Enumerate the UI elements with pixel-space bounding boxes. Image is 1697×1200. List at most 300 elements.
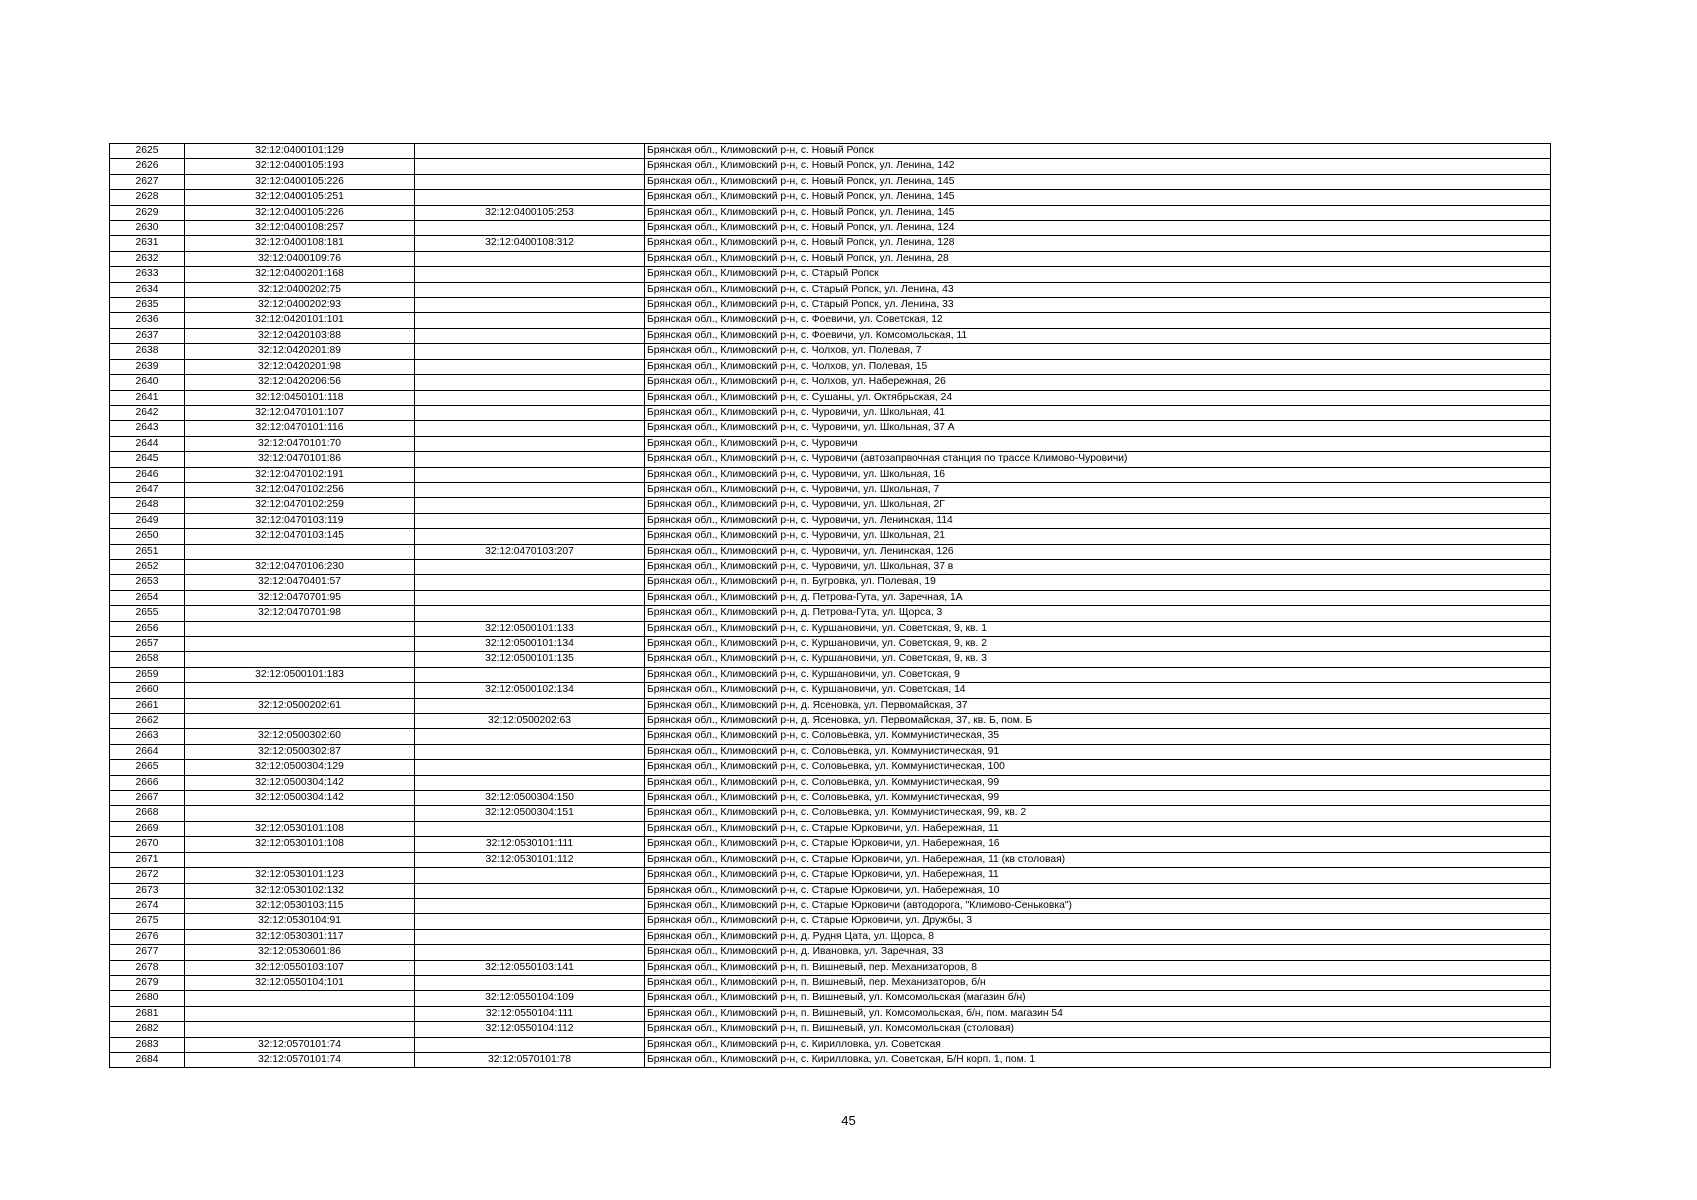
row-number-cell: 2655 bbox=[110, 606, 185, 621]
related-cadastral-number-cell bbox=[415, 698, 645, 713]
cadastral-number-cell: 32:12:0530104:91 bbox=[185, 914, 415, 929]
cadastral-number-cell bbox=[185, 806, 415, 821]
address-cell: Брянская обл., Климовский р-н, с. Старый Ропск, ул. Ленина, 43 bbox=[645, 282, 1551, 297]
table-row bbox=[110, 467, 1551, 482]
cadastral-number-cell: 32:12:0470103:119 bbox=[185, 513, 415, 528]
cadastral-number-cell: 32:12:0470102:256 bbox=[185, 482, 415, 497]
address-cell: Брянская обл., Климовский р-н, с. Чуровичи, ул. Школьная, 37 в bbox=[645, 559, 1551, 574]
row-number-cell: 2666 bbox=[110, 775, 185, 790]
related-cadastral-number-cell bbox=[415, 883, 645, 898]
cadastral-number-cell: 32:12:0400202:75 bbox=[185, 282, 415, 297]
row-number-cell: 2659 bbox=[110, 667, 185, 682]
address-cell: Брянская обл., Климовский р-н, д. Петрова-Гута, ул. Щорса, 3 bbox=[645, 606, 1551, 621]
cadastral-number-cell: 32:12:0530101:123 bbox=[185, 868, 415, 883]
row-number-cell: 2633 bbox=[110, 267, 185, 282]
address-cell: Брянская обл., Климовский р-н, с. Куршановичи, ул. Советская, 9, кв. 2 bbox=[645, 637, 1551, 652]
address-cell: Брянская обл., Климовский р-н, д. Ясеновка, ул. Первомайская, 37 bbox=[645, 698, 1551, 713]
cadastral-number-cell: 32:12:0400108:181 bbox=[185, 236, 415, 251]
cadastral-number-cell: 32:12:0470101:116 bbox=[185, 421, 415, 436]
cadastral-number-cell: 32:12:0420201:89 bbox=[185, 344, 415, 359]
cadastral-number-cell: 32:12:0470401:57 bbox=[185, 575, 415, 590]
cadastral-number-cell: 32:12:0500304:142 bbox=[185, 775, 415, 790]
row-number-cell: 2683 bbox=[110, 1037, 185, 1052]
table-row bbox=[110, 544, 1551, 559]
related-cadastral-number-cell bbox=[415, 1037, 645, 1052]
address-cell: Брянская обл., Климовский р-н, с. Новый Ропск, ул. Ленина, 145 bbox=[645, 205, 1551, 220]
cadastral-number-cell: 32:12:0400105:226 bbox=[185, 205, 415, 220]
table-row bbox=[110, 144, 1551, 159]
row-number-cell: 2632 bbox=[110, 251, 185, 266]
row-number-cell: 2639 bbox=[110, 359, 185, 374]
table-row bbox=[110, 775, 1551, 790]
address-cell: Брянская обл., Климовский р-н, с. Новый Ропск, ул. Ленина, 28 bbox=[645, 251, 1551, 266]
table-row bbox=[110, 637, 1551, 652]
address-cell: Брянская обл., Климовский р-н, с. Куршановичи, ул. Советская, 9, кв. 3 bbox=[645, 652, 1551, 667]
row-number-cell: 2631 bbox=[110, 236, 185, 251]
cadastral-number-cell: 32:12:0400105:251 bbox=[185, 190, 415, 205]
row-number-cell: 2657 bbox=[110, 637, 185, 652]
table-row bbox=[110, 960, 1551, 975]
table-row bbox=[110, 821, 1551, 836]
related-cadastral-number-cell: 32:12:0550103:141 bbox=[415, 960, 645, 975]
table-row bbox=[110, 436, 1551, 451]
cadastral-number-cell: 32:12:0470101:70 bbox=[185, 436, 415, 451]
row-number-cell: 2676 bbox=[110, 929, 185, 944]
row-number-cell: 2630 bbox=[110, 221, 185, 236]
address-cell: Брянская обл., Климовский р-н, с. Куршановичи, ул. Советская, 14 bbox=[645, 683, 1551, 698]
table-row bbox=[110, 313, 1551, 328]
address-cell: Брянская обл., Климовский р-н, с. Новый Ропск, ул. Ленина, 128 bbox=[645, 236, 1551, 251]
table-row bbox=[110, 929, 1551, 944]
table-row bbox=[110, 390, 1551, 405]
cadastral-number-cell: 32:12:0470106:230 bbox=[185, 559, 415, 574]
related-cadastral-number-cell: 32:12:0470103:207 bbox=[415, 544, 645, 559]
table-row bbox=[110, 1037, 1551, 1052]
cadastral-number-cell: 32:12:0400108:257 bbox=[185, 221, 415, 236]
table-row bbox=[110, 667, 1551, 682]
row-number-cell: 2637 bbox=[110, 328, 185, 343]
related-cadastral-number-cell bbox=[415, 467, 645, 482]
row-number-cell: 2646 bbox=[110, 467, 185, 482]
table-row bbox=[110, 698, 1551, 713]
table-row bbox=[110, 729, 1551, 744]
cadastral-number-cell: 32:12:0470102:259 bbox=[185, 498, 415, 513]
related-cadastral-number-cell: 32:12:0530101:112 bbox=[415, 852, 645, 867]
related-cadastral-number-cell: 32:12:0500202:63 bbox=[415, 714, 645, 729]
related-cadastral-number-cell bbox=[415, 575, 645, 590]
cadastral-number-cell bbox=[185, 683, 415, 698]
row-number-cell: 2661 bbox=[110, 698, 185, 713]
address-cell: Брянская обл., Климовский р-н, с. Чуровичи bbox=[645, 436, 1551, 451]
address-cell: Брянская обл., Климовский р-н, с. Новый Ропск, ул. Ленина, 142 bbox=[645, 159, 1551, 174]
table-row bbox=[110, 652, 1551, 667]
row-number-cell: 2664 bbox=[110, 744, 185, 759]
cadastral-number-cell: 32:12:0420206:56 bbox=[185, 375, 415, 390]
address-cell: Брянская обл., Климовский р-н, с. Старый Ропск, ул. Ленина, 33 bbox=[645, 298, 1551, 313]
related-cadastral-number-cell: 32:12:0530101:111 bbox=[415, 837, 645, 852]
row-number-cell: 2660 bbox=[110, 683, 185, 698]
related-cadastral-number-cell bbox=[415, 975, 645, 990]
related-cadastral-number-cell bbox=[415, 375, 645, 390]
row-number-cell: 2668 bbox=[110, 806, 185, 821]
table-row bbox=[110, 174, 1551, 189]
cadastral-number-cell: 32:12:0530301:117 bbox=[185, 929, 415, 944]
row-number-cell: 2636 bbox=[110, 313, 185, 328]
address-cell: Брянская обл., Климовский р-н, с. Куршановичи, ул. Советская, 9, кв. 1 bbox=[645, 621, 1551, 636]
row-number-cell: 2634 bbox=[110, 282, 185, 297]
row-number-cell: 2669 bbox=[110, 821, 185, 836]
row-number-cell: 2654 bbox=[110, 590, 185, 605]
address-cell: Брянская обл., Климовский р-н, с. Соловьевка, ул. Коммунистическая, 99 bbox=[645, 791, 1551, 806]
row-number-cell: 2626 bbox=[110, 159, 185, 174]
address-cell: Брянская обл., Климовский р-н, с. Новый Ропск bbox=[645, 144, 1551, 159]
cadastral-number-cell: 32:12:0500304:142 bbox=[185, 791, 415, 806]
row-number-cell: 2667 bbox=[110, 791, 185, 806]
address-cell: Брянская обл., Климовский р-н, п. Вишневый, пер. Механизаторов, 8 bbox=[645, 960, 1551, 975]
table-row bbox=[110, 883, 1551, 898]
address-cell: Брянская обл., Климовский р-н, д. Ивановка, ул. Заречная, 33 bbox=[645, 945, 1551, 960]
page-number: 45 bbox=[841, 1113, 856, 1128]
related-cadastral-number-cell bbox=[415, 559, 645, 574]
cadastral-number-cell: 32:12:0420103:88 bbox=[185, 328, 415, 343]
address-cell: Брянская обл., Климовский р-н, с. Чуровичи, ул. Школьная, 37 А bbox=[645, 421, 1551, 436]
related-cadastral-number-cell bbox=[415, 744, 645, 759]
address-cell: Брянская обл., Климовский р-н, д. Рудня Цата, ул. Щорса, 8 bbox=[645, 929, 1551, 944]
related-cadastral-number-cell bbox=[415, 390, 645, 405]
address-cell: Брянская обл., Климовский р-н, д. Петрова-Гута, ул. Заречная, 1А bbox=[645, 590, 1551, 605]
related-cadastral-number-cell bbox=[415, 421, 645, 436]
table-row bbox=[110, 344, 1551, 359]
row-number-cell: 2653 bbox=[110, 575, 185, 590]
table-row bbox=[110, 328, 1551, 343]
related-cadastral-number-cell: 32:12:0500101:133 bbox=[415, 621, 645, 636]
address-cell: Брянская обл., Климовский р-н, с. Кирилловка, ул. Советская bbox=[645, 1037, 1551, 1052]
cadastral-number-cell: 32:12:0400101:129 bbox=[185, 144, 415, 159]
cadastral-number-cell: 32:12:0500304:129 bbox=[185, 760, 415, 775]
cadastral-number-cell bbox=[185, 621, 415, 636]
address-cell: Брянская обл., Климовский р-н, с. Старые Юрковичи, ул. Дружбы, 3 bbox=[645, 914, 1551, 929]
row-number-cell: 2627 bbox=[110, 174, 185, 189]
row-number-cell: 2682 bbox=[110, 1022, 185, 1037]
cadastral-number-cell: 32:12:0450101:118 bbox=[185, 390, 415, 405]
row-number-cell: 2670 bbox=[110, 837, 185, 852]
address-cell: Брянская обл., Климовский р-н, с. Соловьевка, ул. Коммунистическая, 99 bbox=[645, 775, 1551, 790]
table-row bbox=[110, 760, 1551, 775]
table-row bbox=[110, 975, 1551, 990]
address-cell: Брянская обл., Климовский р-н, с. Фоевичи, ул. Комсомольская, 11 bbox=[645, 328, 1551, 343]
related-cadastral-number-cell bbox=[415, 436, 645, 451]
cadastral-number-cell: 32:12:0570101:74 bbox=[185, 1037, 415, 1052]
cadastral-number-cell bbox=[185, 1022, 415, 1037]
related-cadastral-number-cell bbox=[415, 313, 645, 328]
related-cadastral-number-cell bbox=[415, 760, 645, 775]
cadastral-number-cell: 32:12:0500302:60 bbox=[185, 729, 415, 744]
related-cadastral-number-cell bbox=[415, 821, 645, 836]
row-number-cell: 2662 bbox=[110, 714, 185, 729]
cadastral-number-cell: 32:12:0420201:98 bbox=[185, 359, 415, 374]
table-row bbox=[110, 837, 1551, 852]
address-cell: Брянская обл., Климовский р-н, с. Сушаны, ул. Октябрьская, 24 bbox=[645, 390, 1551, 405]
row-number-cell: 2638 bbox=[110, 344, 185, 359]
address-cell: Брянская обл., Климовский р-н, п. Вишневый, ул. Комсомольская (магазин б/н) bbox=[645, 991, 1551, 1006]
row-number-cell: 2652 bbox=[110, 559, 185, 574]
table-row bbox=[110, 298, 1551, 313]
table-row bbox=[110, 482, 1551, 497]
cadastral-number-cell: 32:12:0530103:115 bbox=[185, 898, 415, 913]
table-row bbox=[110, 991, 1551, 1006]
table-row bbox=[110, 452, 1551, 467]
address-cell: Брянская обл., Климовский р-н, с. Старый Ропск bbox=[645, 267, 1551, 282]
table-row bbox=[110, 236, 1551, 251]
related-cadastral-number-cell bbox=[415, 729, 645, 744]
related-cadastral-number-cell bbox=[415, 452, 645, 467]
table-row bbox=[110, 621, 1551, 636]
row-number-cell: 2625 bbox=[110, 144, 185, 159]
table-row bbox=[110, 1022, 1551, 1037]
row-number-cell: 2674 bbox=[110, 898, 185, 913]
related-cadastral-number-cell: 32:12:0400105:253 bbox=[415, 205, 645, 220]
table-row bbox=[110, 251, 1551, 266]
address-cell: Брянская обл., Климовский р-н, с. Куршановичи, ул. Советская, 9 bbox=[645, 667, 1551, 682]
address-cell: Брянская обл., Климовский р-н, п. Вишневый, пер. Механизаторов, б/н bbox=[645, 975, 1551, 990]
address-cell: Брянская обл., Климовский р-н, с. Чуровичи, ул. Школьная, 21 bbox=[645, 529, 1551, 544]
address-cell: Брянская обл., Климовский р-н, с. Старые Юрковичи, ул. Набережная, 11 bbox=[645, 868, 1551, 883]
row-number-cell: 2640 bbox=[110, 375, 185, 390]
table-row bbox=[110, 513, 1551, 528]
related-cadastral-number-cell bbox=[415, 590, 645, 605]
table-row bbox=[110, 744, 1551, 759]
table-row bbox=[110, 606, 1551, 621]
row-number-cell: 2681 bbox=[110, 1006, 185, 1021]
related-cadastral-number-cell bbox=[415, 945, 645, 960]
row-number-cell: 2679 bbox=[110, 975, 185, 990]
row-number-cell: 2680 bbox=[110, 991, 185, 1006]
cadastral-number-cell: 32:12:0530102:132 bbox=[185, 883, 415, 898]
cadastral-number-cell: 32:12:0550104:101 bbox=[185, 975, 415, 990]
address-cell: Брянская обл., Климовский р-н, с. Соловьевка, ул. Коммунистическая, 99, кв. 2 bbox=[645, 806, 1551, 821]
table-row bbox=[110, 205, 1551, 220]
row-number-cell: 2684 bbox=[110, 1052, 185, 1067]
related-cadastral-number-cell: 32:12:0550104:109 bbox=[415, 991, 645, 1006]
address-cell: Брянская обл., Климовский р-н, с. Соловьевка, ул. Коммунистическая, 35 bbox=[645, 729, 1551, 744]
address-cell: Брянская обл., Климовский р-н, с. Соловьевка, ул. Коммунистическая, 100 bbox=[645, 760, 1551, 775]
address-cell: Брянская обл., Климовский р-н, с. Фоевичи, ул. Советская, 12 bbox=[645, 313, 1551, 328]
related-cadastral-number-cell bbox=[415, 267, 645, 282]
address-cell: Брянская обл., Климовский р-н, с. Кирилловка, ул. Советская, Б/Н корп. 1, пом. 1 bbox=[645, 1052, 1551, 1067]
row-number-cell: 2671 bbox=[110, 852, 185, 867]
related-cadastral-number-cell bbox=[415, 914, 645, 929]
address-cell: Брянская обл., Климовский р-н, с. Чуровичи, ул. Школьная, 2Г bbox=[645, 498, 1551, 513]
cadastral-number-cell: 32:12:0400202:93 bbox=[185, 298, 415, 313]
address-cell: Брянская обл., Климовский р-н, с. Чолхов, ул. Полевая, 7 bbox=[645, 344, 1551, 359]
cadastral-number-cell: 32:12:0500302:87 bbox=[185, 744, 415, 759]
table-row bbox=[110, 190, 1551, 205]
address-cell: Брянская обл., Климовский р-н, п. Вишневый, ул. Комсомольская (столовая) bbox=[645, 1022, 1551, 1037]
row-number-cell: 2656 bbox=[110, 621, 185, 636]
table-row bbox=[110, 529, 1551, 544]
related-cadastral-number-cell bbox=[415, 667, 645, 682]
related-cadastral-number-cell bbox=[415, 405, 645, 420]
cadastral-number-cell: 32:12:0400105:193 bbox=[185, 159, 415, 174]
address-cell: Брянская обл., Климовский р-н, с. Старые Юрковичи, ул. Набережная, 10 bbox=[645, 883, 1551, 898]
row-number-cell: 2648 bbox=[110, 498, 185, 513]
row-number-cell: 2658 bbox=[110, 652, 185, 667]
related-cadastral-number-cell: 32:12:0500102:134 bbox=[415, 683, 645, 698]
cadastral-number-cell: 32:12:0570101:74 bbox=[185, 1052, 415, 1067]
address-cell: Брянская обл., Климовский р-н, с. Старые Юрковичи, ул. Набережная, 16 bbox=[645, 837, 1551, 852]
row-number-cell: 2629 bbox=[110, 205, 185, 220]
address-cell: Брянская обл., Климовский р-н, с. Чуровичи, ул. Школьная, 7 bbox=[645, 482, 1551, 497]
cadastral-number-cell: 32:12:0470701:95 bbox=[185, 590, 415, 605]
cadastral-number-cell: 32:12:0400109:76 bbox=[185, 251, 415, 266]
table-row bbox=[110, 282, 1551, 297]
related-cadastral-number-cell: 32:12:0550104:111 bbox=[415, 1006, 645, 1021]
table-row bbox=[110, 806, 1551, 821]
cadastral-number-cell: 32:12:0500101:183 bbox=[185, 667, 415, 682]
table-row bbox=[110, 714, 1551, 729]
related-cadastral-number-cell bbox=[415, 529, 645, 544]
table-row bbox=[110, 868, 1551, 883]
related-cadastral-number-cell bbox=[415, 190, 645, 205]
address-cell: Брянская обл., Климовский р-н, с. Чуровичи, ул. Школьная, 16 bbox=[645, 467, 1551, 482]
table-row bbox=[110, 359, 1551, 374]
related-cadastral-number-cell: 32:12:0500101:135 bbox=[415, 652, 645, 667]
address-cell: Брянская обл., Климовский р-н, п. Бугровка, ул. Полевая, 19 bbox=[645, 575, 1551, 590]
related-cadastral-number-cell bbox=[415, 159, 645, 174]
table-row bbox=[110, 1006, 1551, 1021]
cadastral-number-cell bbox=[185, 1006, 415, 1021]
related-cadastral-number-cell bbox=[415, 328, 645, 343]
related-cadastral-number-cell: 32:12:0400108:312 bbox=[415, 236, 645, 251]
row-number-cell: 2647 bbox=[110, 482, 185, 497]
related-cadastral-number-cell bbox=[415, 251, 645, 266]
related-cadastral-number-cell: 32:12:0570101:78 bbox=[415, 1052, 645, 1067]
table-row bbox=[110, 683, 1551, 698]
related-cadastral-number-cell bbox=[415, 513, 645, 528]
address-cell: Брянская обл., Климовский р-н, с. Чолхов, ул. Набережная, 26 bbox=[645, 375, 1551, 390]
cadastral-number-cell: 32:12:0470103:145 bbox=[185, 529, 415, 544]
cadastral-number-cell bbox=[185, 544, 415, 559]
row-number-cell: 2665 bbox=[110, 760, 185, 775]
table-row bbox=[110, 559, 1551, 574]
related-cadastral-number-cell bbox=[415, 298, 645, 313]
address-cell: Брянская обл., Климовский р-н, с. Старые Юрковичи, ул. Набережная, 11 bbox=[645, 821, 1551, 836]
table-row bbox=[110, 590, 1551, 605]
cadastral-number-cell bbox=[185, 652, 415, 667]
table-row bbox=[110, 945, 1551, 960]
row-number-cell: 2643 bbox=[110, 421, 185, 436]
cadastral-number-cell: 32:12:0530601:86 bbox=[185, 945, 415, 960]
row-number-cell: 2673 bbox=[110, 883, 185, 898]
cadastral-number-cell: 32:12:0500202:61 bbox=[185, 698, 415, 713]
address-cell: Брянская обл., Климовский р-н, с. Чуровичи (автозапрвочная станция по трассе Климово-Чуровичи) bbox=[645, 452, 1551, 467]
cadastral-number-cell bbox=[185, 637, 415, 652]
cadastral-number-cell: 32:12:0470102:191 bbox=[185, 467, 415, 482]
table-row bbox=[110, 1052, 1551, 1067]
row-number-cell: 2675 bbox=[110, 914, 185, 929]
related-cadastral-number-cell bbox=[415, 898, 645, 913]
related-cadastral-number-cell bbox=[415, 775, 645, 790]
row-number-cell: 2678 bbox=[110, 960, 185, 975]
related-cadastral-number-cell: 32:12:0500304:150 bbox=[415, 791, 645, 806]
row-number-cell: 2628 bbox=[110, 190, 185, 205]
row-number-cell: 2672 bbox=[110, 868, 185, 883]
address-cell: Брянская обл., Климовский р-н, с. Чуровичи, ул. Школьная, 41 bbox=[645, 405, 1551, 420]
related-cadastral-number-cell bbox=[415, 221, 645, 236]
cadastral-number-cell: 32:12:0530101:108 bbox=[185, 837, 415, 852]
table-row bbox=[110, 375, 1551, 390]
address-cell: Брянская обл., Климовский р-н, с. Чуровичи, ул. Ленинская, 114 bbox=[645, 513, 1551, 528]
row-number-cell: 2635 bbox=[110, 298, 185, 313]
related-cadastral-number-cell: 32:12:0500101:134 bbox=[415, 637, 645, 652]
cadastral-number-cell: 32:12:0530101:108 bbox=[185, 821, 415, 836]
table-row bbox=[110, 498, 1551, 513]
table-row bbox=[110, 575, 1551, 590]
table-row bbox=[110, 267, 1551, 282]
related-cadastral-number-cell bbox=[415, 282, 645, 297]
related-cadastral-number-cell bbox=[415, 482, 645, 497]
cadastral-number-cell: 32:12:0550103:107 bbox=[185, 960, 415, 975]
address-cell: Брянская обл., Климовский р-н, с. Новый Ропск, ул. Ленина, 145 bbox=[645, 174, 1551, 189]
table-row bbox=[110, 405, 1551, 420]
related-cadastral-number-cell bbox=[415, 929, 645, 944]
address-cell: Брянская обл., Климовский р-н, п. Вишневый, ул. Комсомольская, б/н, пом. магазин 54 bbox=[645, 1006, 1551, 1021]
row-number-cell: 2649 bbox=[110, 513, 185, 528]
cadastral-number-cell: 32:12:0470701:98 bbox=[185, 606, 415, 621]
cadastral-number-cell bbox=[185, 714, 415, 729]
row-number-cell: 2650 bbox=[110, 529, 185, 544]
registry-table bbox=[109, 143, 1551, 1068]
address-cell: Брянская обл., Климовский р-н, с. Соловьевка, ул. Коммунистическая, 91 bbox=[645, 744, 1551, 759]
table-row bbox=[110, 852, 1551, 867]
row-number-cell: 2663 bbox=[110, 729, 185, 744]
related-cadastral-number-cell bbox=[415, 144, 645, 159]
cadastral-number-cell: 32:12:0470101:86 bbox=[185, 452, 415, 467]
cadastral-number-cell: 32:12:0470101:107 bbox=[185, 405, 415, 420]
table-row bbox=[110, 221, 1551, 236]
table-row bbox=[110, 421, 1551, 436]
row-number-cell: 2651 bbox=[110, 544, 185, 559]
related-cadastral-number-cell: 32:12:0550104:112 bbox=[415, 1022, 645, 1037]
address-cell: Брянская обл., Климовский р-н, д. Ясеновка, ул. Первомайская, 37, кв. Б, пом. Б bbox=[645, 714, 1551, 729]
cadastral-number-cell: 32:12:0400201:168 bbox=[185, 267, 415, 282]
related-cadastral-number-cell bbox=[415, 868, 645, 883]
row-number-cell: 2645 bbox=[110, 452, 185, 467]
registry-table-body bbox=[110, 144, 1551, 1068]
address-cell: Брянская обл., Климовский р-н, с. Новый Ропск, ул. Ленина, 124 bbox=[645, 221, 1551, 236]
related-cadastral-number-cell bbox=[415, 498, 645, 513]
cadastral-number-cell: 32:12:0400105:226 bbox=[185, 174, 415, 189]
address-cell: Брянская обл., Климовский р-н, с. Чолхов, ул. Полевая, 15 bbox=[645, 359, 1551, 374]
table-row bbox=[110, 791, 1551, 806]
row-number-cell: 2641 bbox=[110, 390, 185, 405]
address-cell: Брянская обл., Климовский р-н, с. Старые Юрковичи (автодорога, "Климово-Сеньковка") bbox=[645, 898, 1551, 913]
row-number-cell: 2644 bbox=[110, 436, 185, 451]
cadastral-number-cell: 32:12:0420101:101 bbox=[185, 313, 415, 328]
related-cadastral-number-cell bbox=[415, 359, 645, 374]
cadastral-number-cell bbox=[185, 852, 415, 867]
address-cell: Брянская обл., Климовский р-н, с. Новый Ропск, ул. Ленина, 145 bbox=[645, 190, 1551, 205]
related-cadastral-number-cell bbox=[415, 174, 645, 189]
table-row bbox=[110, 159, 1551, 174]
related-cadastral-number-cell bbox=[415, 344, 645, 359]
related-cadastral-number-cell bbox=[415, 606, 645, 621]
row-number-cell: 2642 bbox=[110, 405, 185, 420]
address-cell: Брянская обл., Климовский р-н, с. Старые Юрковичи, ул. Набережная, 11 (кв столовая) bbox=[645, 852, 1551, 867]
address-cell: Брянская обл., Климовский р-н, с. Чуровичи, ул. Ленинская, 126 bbox=[645, 544, 1551, 559]
table-row bbox=[110, 914, 1551, 929]
cadastral-number-cell bbox=[185, 991, 415, 1006]
